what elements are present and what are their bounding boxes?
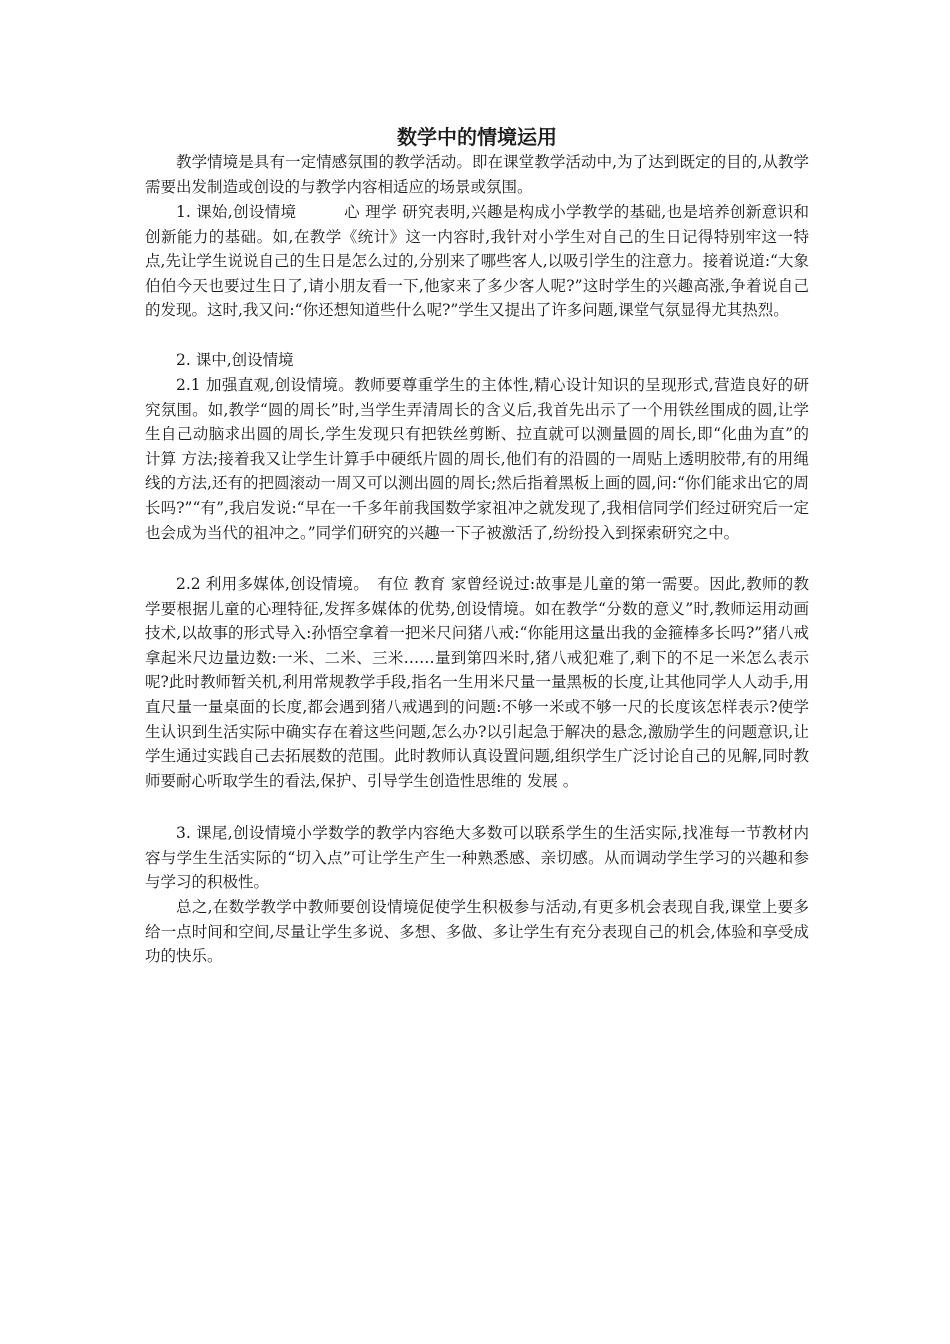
paragraph-section-2-2: 2.2 利用多媒体,创设情境。 有位 教育 家曾经说过:故事是儿童的第一需要。因此,教师的教学要根据儿童的心理特征,发挥多媒体的优势,创设情境。如在教学“分数的意义”时,教师运用动画技术,以故事的形式导入:孙悟空拿着一把米尺问猪八戒:“你能用这量出我的金箍棒多长吗?”猪八戒拿起米尺边量边数:一米、二米、三米……量到第四米时,猪八戒犯难了,剩下的不足一米怎么表示呢?此时教师暂关机,利用常规教学手段,指名一生用米尺量一量黑板的长度,让其他同学人人动手,用直尺量一量桌面的长度,都会遇到猪八戒遇到的问题:不够一米或不够一尺的长度该怎样表示?使学生认识到生活实际中确实存在着这些问题,怎么办?以引起急于解决的悬念,激励学生的问题意识,让学生通过实践自己去拓展数的范围。此时教师认真设置问题,组织学生广泛讨论自己的见解,同时教师要耐心听取学生的看法,保护、引导学生创造性思维的 发展 。	[145, 575, 809, 790]
paragraph-conclusion: 总之,在数学教学中教师要创设情境促使学生积极参与活动,有更多机会表现自我,课堂上要多给一点时间和空间,尽量让学生多说、多想、多做、多让学生有充分表现自己的机会,体验和享受成功的快乐。	[145, 898, 809, 966]
paragraph-section-1: 1. 课始,创设情境 心 理学 研究表明,兴趣是构成小学教学的基础,也是培养创新意识和创新能力的基础。如,在教学《统计》这一内容时,我针对小学生对自己的生日记得特别牢这一特点,先让学生说说自己的生日是怎么过的,分别来了哪些客人,以吸引学生的注意力。接着说道:“大象伯伯今天也要过生日了,请小朋友看一下,他家来了多少客人呢?”这时学生的兴趣高涨,争着说自己的发现。这时,我又问:“你还想知道些什么呢?”学生又提出了许多问题,课堂气氛显得尤其热烈。	[145, 203, 809, 320]
document-title: 数学中的情境运用	[397, 125, 557, 149]
paragraph-section-3: 3. 课尾,创设情境小学数学的教学内容绝大多数可以联系学生的生活实际,找准每一节教材内容与学生生活实际的“切入点”可让学生产生一种熟悉感、亲切感。从而调动学生学习的兴趣和参与学习的积极性。	[145, 824, 809, 892]
paragraph-section-2-heading: 2. 课中,创设情境	[176, 351, 294, 369]
paragraph-intro: 教学情境是具有一定情感氛围的教学活动。即在课堂教学活动中,为了达到既定的目的,从教学需要出发制造或创设的与教学内容相适应的场景或氛围。	[145, 153, 809, 196]
paragraph-section-2-1: 2.1 加强直观,创设情境。教师要尊重学生的主体性,精心设计知识的呈现形式,营造良好的研究氛围。如,教学“圆的周长”时,当学生弄清周长的含义后,我首先出示了一个用铁丝围成的圆,让学生自己动脑求出圆的周长,学生发现只有把铁丝剪断、拉直就可以测量圆的周长,即“化曲为直”的 计算 方法;接着我又让学生计算手中硬纸片圆的周长,他们有的沿圆的一周贴上透明胶带,有的用绳线的方法,还有的把圆滚动一周又可以测出圆的周长;然后指着黑板上画的圆,问:“你们能求出它的周长吗?”“有”,我启发说:“早在一千多年前我国数学家祖冲之就发现了,我相信同学们经过研究后一定也会成为当代的祖冲之。”同学们研究的兴趣一下子被激活了,纷纷投入到探索研究之中。	[145, 376, 809, 542]
